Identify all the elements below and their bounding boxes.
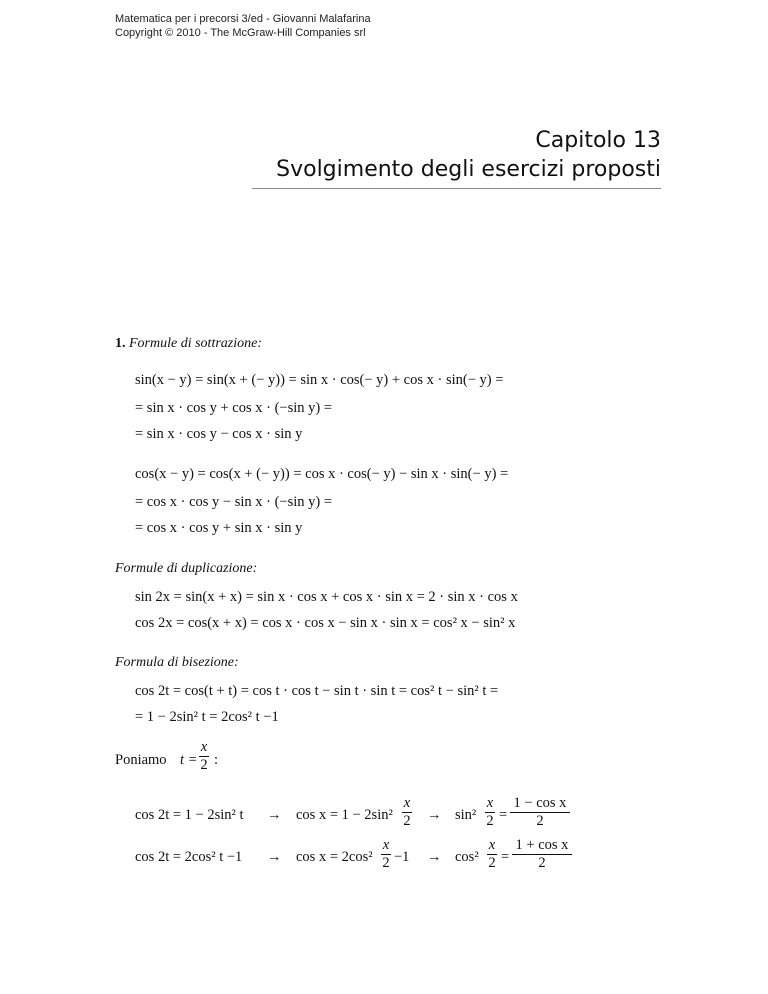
exercise-number: 1. (115, 336, 126, 351)
fraction-denominator: 2 (403, 813, 411, 829)
equation-line: cos 2x = cos(x + x) = cos x · cos x − sin x · sin x = cos² x − sin² x (135, 615, 516, 631)
equation-line: = sin x · cos y − cos x · sin y (135, 426, 303, 442)
heading-rule (252, 188, 661, 189)
equation-line: = cos x · cos y + sin x · sin y (135, 520, 303, 536)
chapter-title: Svolgimento degli esercizi proposti (276, 157, 661, 182)
fraction-numerator: 1 − cos x (513, 795, 567, 811)
fraction-numerator: x (403, 795, 411, 811)
header-copyright: Copyright © 2010 - The McGraw-Hill Companies srl (115, 27, 366, 39)
equation-line: = cos x · cos y − sin x · (−sin y) = (135, 494, 333, 510)
fraction-denominator: 2 (382, 855, 390, 871)
fraction-denominator: 2 (536, 813, 544, 829)
fraction-one-minus-cos (509, 795, 571, 830)
fraction-one-plus-cos (511, 837, 573, 872)
arrow-icon: → (427, 849, 442, 865)
equation-line: sin 2x = sin(x + x) = sin x · cos x + cos x · sin x = 2 · sin x · cos x (135, 589, 518, 605)
arrow-icon: → (427, 807, 442, 823)
fraction-numerator: x (382, 837, 390, 853)
equals-sign: = (499, 807, 508, 823)
equation-line: cos 2t = cos(t + t) = cos t · cos t − sin t · sin t = cos² t − sin² t = (135, 683, 499, 699)
equation-line: sin(x − y) = sin(x + (− y)) = sin x · cos(− y) + cos x · sin(− y) = (135, 372, 504, 388)
equation-line: = 1 − 2sin² t = 2cos² t −1 (135, 709, 279, 725)
fraction-x-over-2 (198, 739, 210, 774)
fraction-denominator: 2 (488, 855, 496, 871)
fraction-denominator: 2 (200, 757, 208, 773)
colon: : (214, 752, 219, 768)
poniamo-text: Poniamo (115, 752, 167, 768)
arrow-icon: → (267, 807, 282, 823)
fraction-x-over-2 (486, 837, 498, 872)
cos-squared: cos² (455, 849, 479, 865)
chapter-number: Capitolo 13 (535, 128, 661, 153)
equation-line: = sin x · cos y + cos x · (−sin y) = (135, 400, 333, 416)
sin-squared: sin² (455, 807, 477, 823)
fraction-x-over-2 (380, 837, 392, 872)
fraction-numerator: x (200, 739, 208, 755)
exercise-subtitle: Formule di sottrazione: (129, 336, 262, 351)
duplication-label: Formule di duplicazione: (115, 561, 258, 576)
fraction-x-over-2 (401, 795, 413, 830)
bisection-label: Formula di bisezione: (115, 655, 239, 670)
header-book-title: Matematica per i precorsi 3/ed - Giovanni Malafarina (115, 13, 371, 25)
equation-cosx-sin: cos x = 1 − 2sin² (296, 807, 393, 823)
exercise-label (115, 335, 262, 353)
minus-one: −1 (394, 849, 410, 865)
fraction-denominator: 2 (538, 855, 546, 871)
equation-cos2t-cos: cos 2t = 2cos² t −1 (135, 849, 243, 865)
equation-line: cos(x − y) = cos(x + (− y)) = cos x · cos(− y) − sin x · sin(− y) = (135, 466, 509, 482)
equals-sign: = (501, 849, 510, 865)
equation-cos2t-sin: cos 2t = 1 − 2sin² t (135, 807, 244, 823)
fraction-numerator: x (486, 795, 494, 811)
t-equals: t = (180, 752, 198, 768)
chapter-heading (276, 126, 661, 184)
running-header (115, 12, 371, 40)
fraction-x-over-2 (484, 795, 496, 830)
fraction-numerator: x (488, 837, 496, 853)
fraction-numerator: 1 + cos x (515, 837, 569, 853)
fraction-denominator: 2 (486, 813, 494, 829)
equation-cosx-cos: cos x = 2cos² (296, 849, 373, 865)
arrow-icon: → (267, 849, 282, 865)
